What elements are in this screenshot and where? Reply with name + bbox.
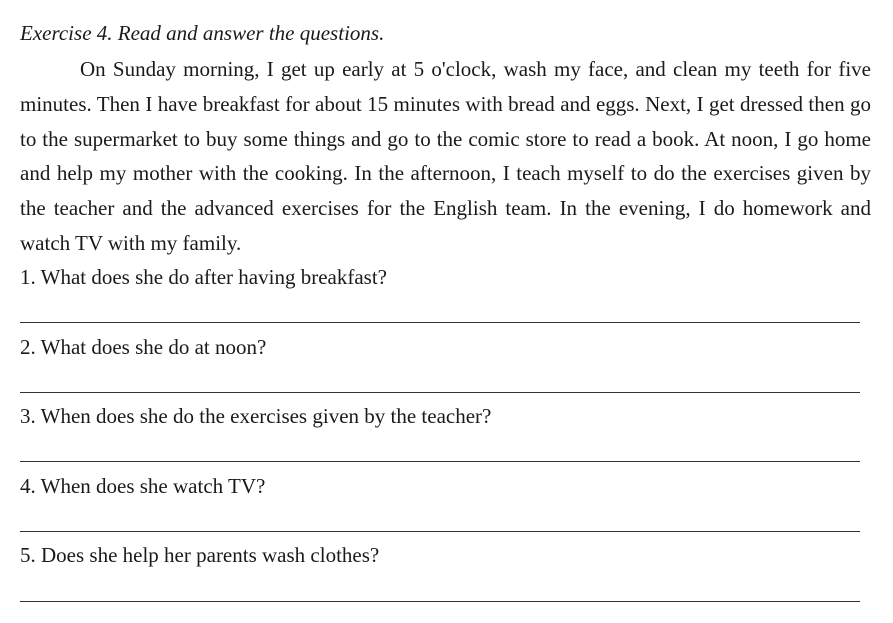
- question-3: 3. When does she do the exercises given by the teacher?: [20, 404, 492, 428]
- question-1: 1. What does she do after having breakfast?: [20, 265, 387, 289]
- answer-line-5[interactable]: [20, 601, 860, 602]
- question-4: 4. When does she watch TV?: [20, 474, 266, 498]
- question-2: 2. What does she do at noon?: [20, 335, 267, 359]
- answer-line-1[interactable]: [20, 322, 860, 323]
- answer-line-2[interactable]: [20, 392, 860, 393]
- answer-line-4[interactable]: [20, 531, 860, 532]
- reading-passage: On Sunday morning, I get up early at 5 o'clock, wash my face, and clean my teeth for five minutes. Then I have breakfast for about 15 minutes with bread and eggs. Next, I get dressed then go to the supermarket to buy some things and go to the comic store to read a book. At noon, I go home and help my mother with the cooking. In the afternoon, I teach myself to do the exercises given by the teacher and the advanced exercises for the English team. In the evening, I do homework and watch TV with my family.: [20, 57, 871, 255]
- question-5: 5. Does she help her parents wash clothes?: [20, 543, 380, 567]
- exercise-title: Exercise 4. Read and answer the questions.: [20, 21, 385, 45]
- answer-line-3[interactable]: [20, 461, 860, 462]
